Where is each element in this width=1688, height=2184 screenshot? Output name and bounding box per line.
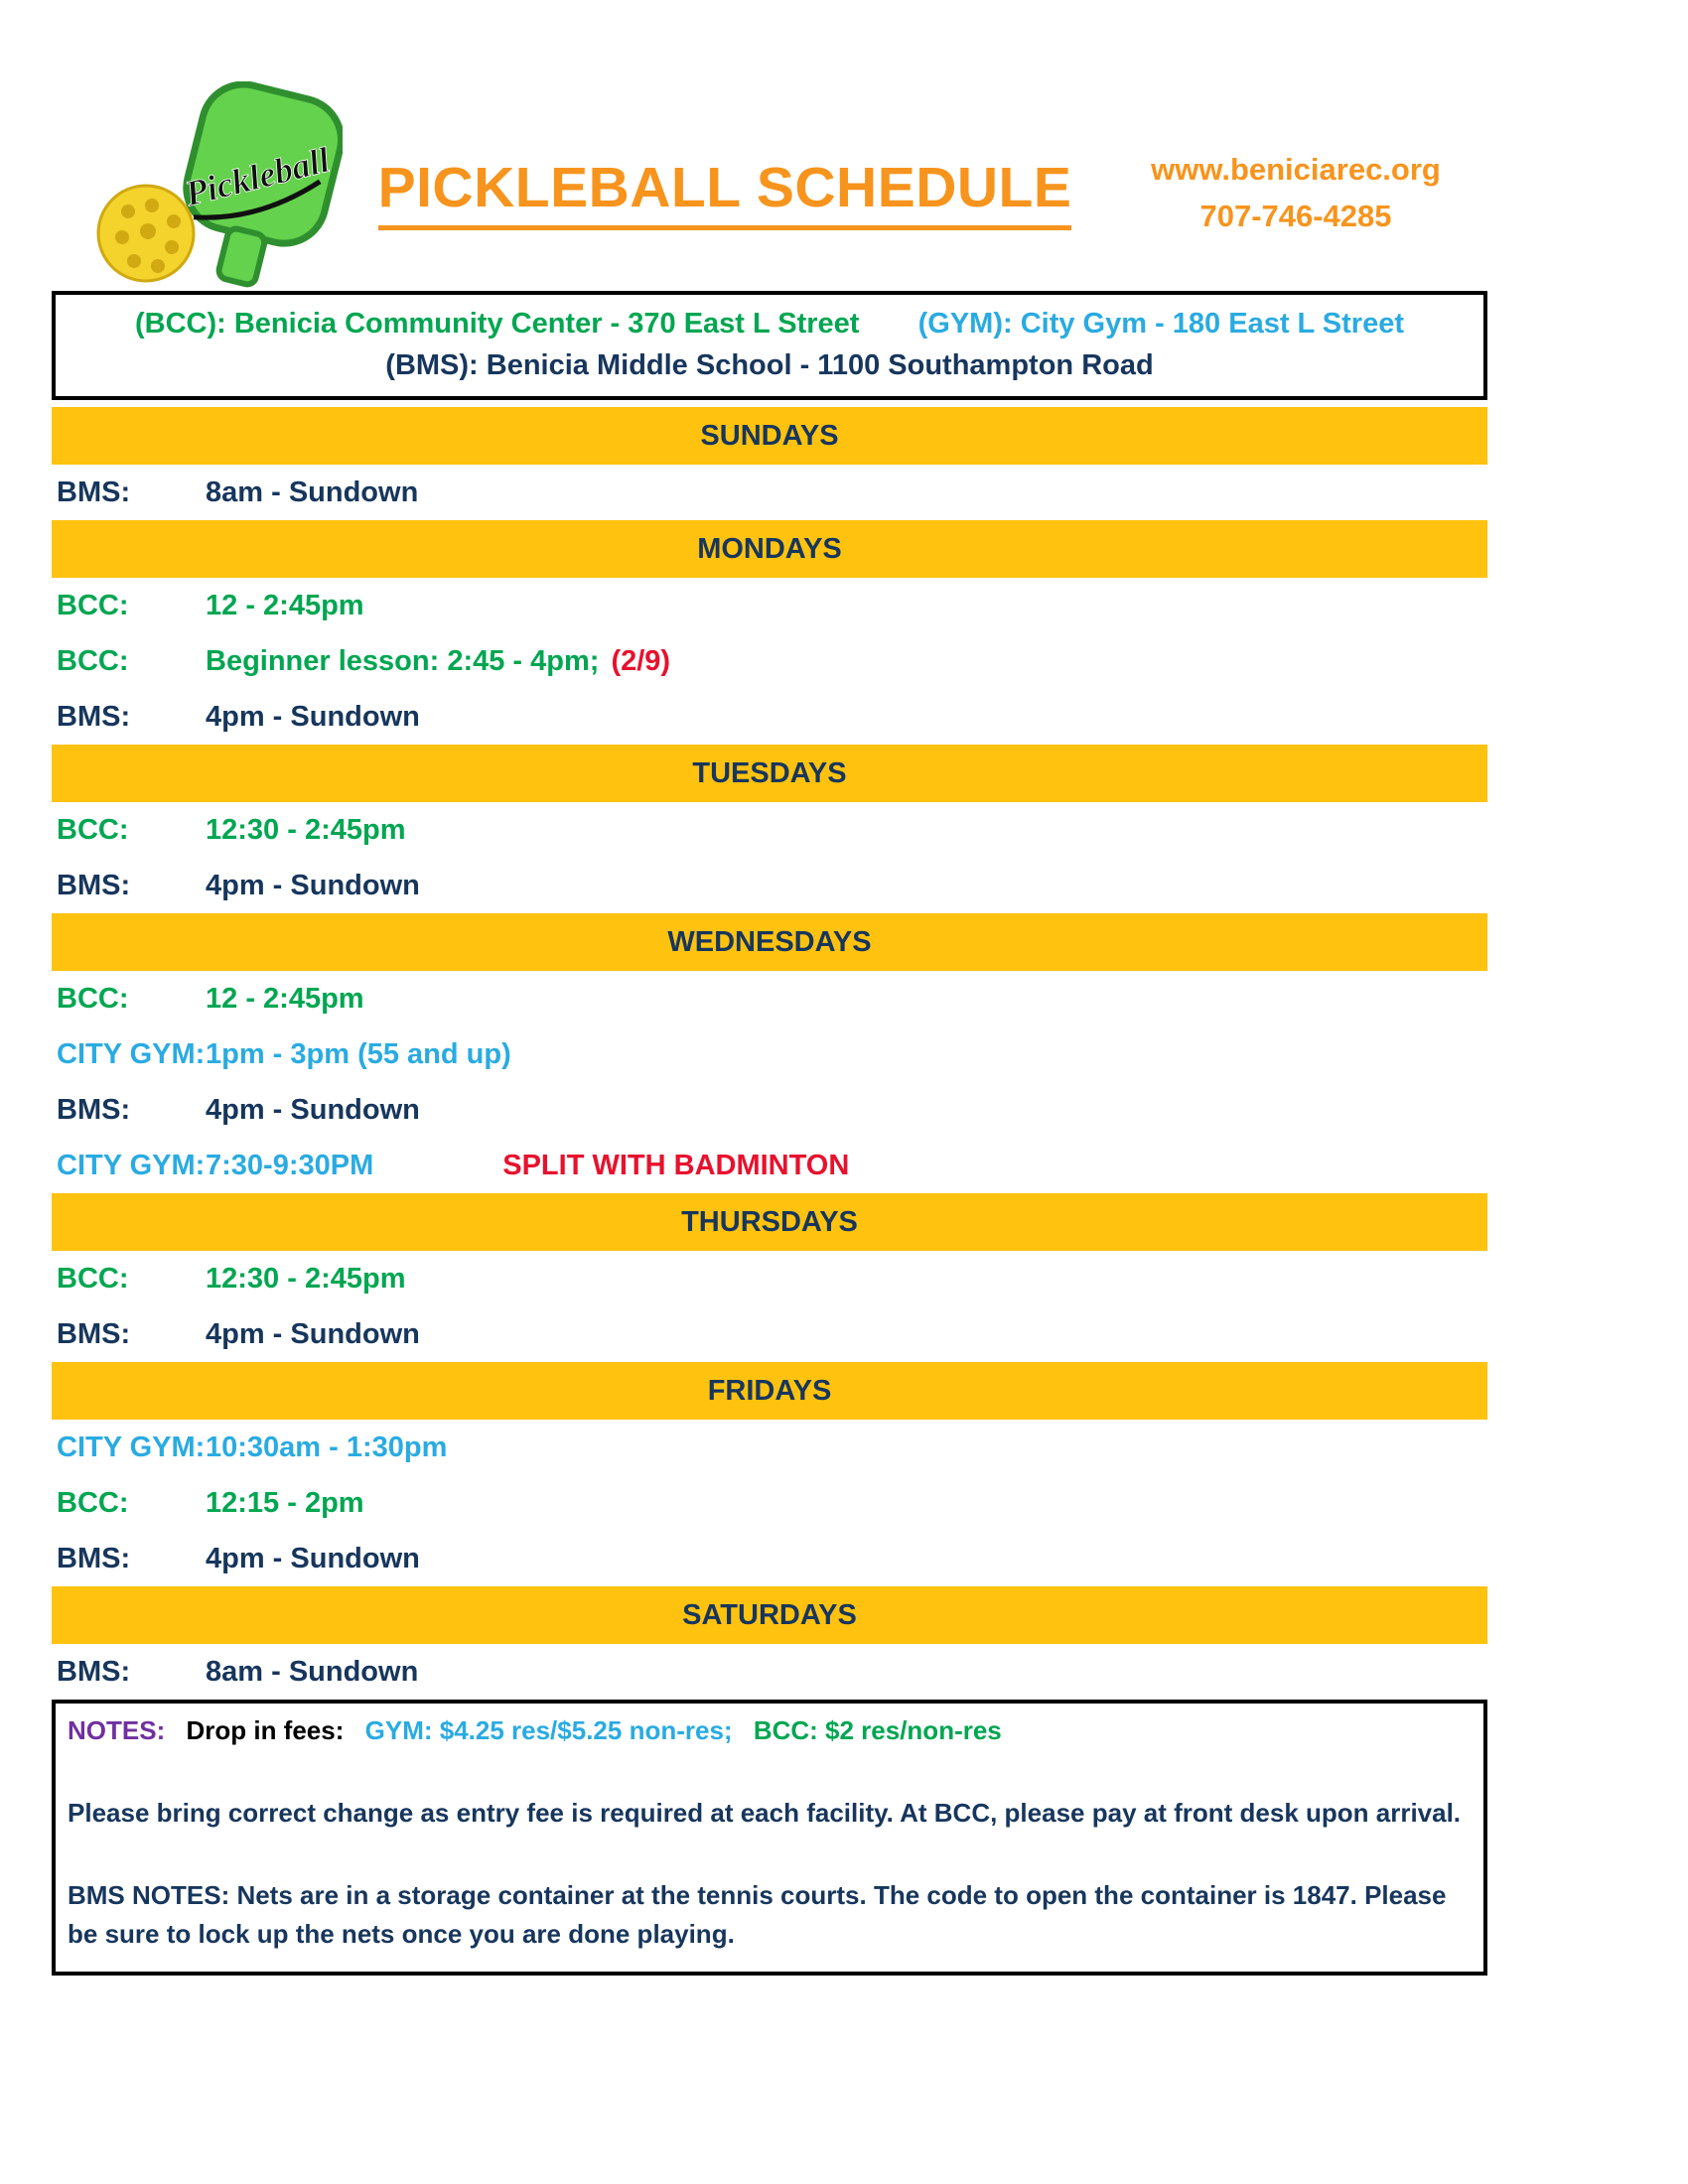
- schedule-entry: [52, 858, 1487, 913]
- legend-bcc: (BCC): Benicia Community Center - 370 East L Street: [135, 308, 860, 340]
- entry-time: 12 - 2:45pm: [206, 982, 364, 1015]
- entry-time: 4pm - Sundown: [206, 869, 420, 901]
- day-banner-wednesdays: [52, 913, 1487, 971]
- entry-location: BMS:: [57, 869, 131, 901]
- schedule-entry: [52, 1420, 1487, 1475]
- entry-location: BMS:: [57, 1317, 131, 1350]
- entry-time: 7:30-9:30PM: [206, 1149, 374, 1181]
- day-label: SATURDAYS: [682, 1598, 857, 1631]
- entry-location: BCC:: [57, 644, 129, 677]
- day-label: THURSDAYS: [681, 1205, 858, 1238]
- page-title: PICKLEBALL SCHEDULE: [378, 155, 1072, 230]
- day-label: FRIDAYS: [707, 1374, 832, 1407]
- entry-note: (2/9): [611, 644, 671, 677]
- day-label: TUESDAYS: [692, 756, 847, 789]
- phone-text: 707-746-4285: [1199, 198, 1392, 233]
- logo-word: Pickleball: [181, 139, 334, 214]
- schedule-entry: [52, 971, 1487, 1026]
- day-banner-saturdays: [52, 1586, 1487, 1644]
- website-text: www.beniciarec.org: [1151, 152, 1441, 187]
- entry-location: BCC:: [57, 1486, 129, 1519]
- entry-location: BMS:: [57, 1655, 131, 1688]
- day-banner-mondays: [52, 520, 1487, 578]
- entry-note: SPLIT WITH BADMINTON: [502, 1149, 850, 1181]
- entry-location: CITY GYM:: [57, 1431, 206, 1463]
- bcc-fee: BCC: $2 res/non-res: [753, 1715, 1002, 1746]
- schedule-entry: [52, 689, 1487, 745]
- day-banner-thursdays: [52, 1193, 1487, 1251]
- entry-time: 4pm - Sundown: [206, 1542, 420, 1574]
- day-banner-fridays: [52, 1362, 1487, 1420]
- entry-time: 12:30 - 2:45pm: [206, 813, 406, 846]
- fees-line: [68, 1711, 1472, 1750]
- schedule-entry: [52, 1138, 1487, 1193]
- header: [0, 0, 1688, 291]
- schedule-entry: [52, 1531, 1487, 1586]
- schedule-entry: [52, 1475, 1487, 1531]
- entry-time: 12:30 - 2:45pm: [206, 1262, 406, 1295]
- entry-time: 4pm - Sundown: [206, 700, 420, 733]
- notes-label: NOTES:: [68, 1715, 166, 1746]
- entry-location: CITY GYM:: [57, 1037, 206, 1070]
- day-label: WEDNESDAYS: [667, 925, 872, 958]
- schedule-entry: [52, 1644, 1487, 1700]
- legend-line-1: [56, 303, 1483, 344]
- schedule-entry: [52, 1082, 1487, 1138]
- schedule-entry: [52, 578, 1487, 633]
- schedule-entry: [52, 1251, 1487, 1306]
- day-banner-sundays: [52, 407, 1487, 465]
- notes-line-3: BMS NOTES: Nets are in a storage container at the tennis courts. The code to open the container is 1847. Please be sure to lock up the nets once you are done playing.: [68, 1880, 1447, 1950]
- day-label: SUNDAYS: [700, 419, 839, 452]
- gym-fee: GYM: $4.25 res/$5.25 non-res;: [364, 1715, 733, 1746]
- notes-box: [52, 1700, 1487, 1976]
- entry-time: 1pm - 3pm (55 and up): [206, 1037, 511, 1070]
- notes-line-2: Please bring correct change as entry fee is required at each facility. At BCC, please pay at front desk upon arrival.: [68, 1798, 1462, 1829]
- day-label: MONDAYS: [697, 532, 842, 565]
- entry-location: BCC:: [57, 1262, 129, 1295]
- entry-location: BCC:: [57, 982, 129, 1015]
- entry-time: 10:30am - 1:30pm: [206, 1431, 448, 1463]
- entry-time: Beginner lesson: 2:45 - 4pm;: [206, 644, 600, 677]
- legend-bms: (BMS): Benicia Middle School - 1100 Southampton Road: [385, 349, 1154, 382]
- entry-time: 4pm - Sundown: [206, 1093, 420, 1126]
- entry-time: 8am - Sundown: [206, 476, 419, 508]
- legend-gym: (GYM): City Gym - 180 East L Street: [917, 308, 1404, 340]
- fees-intro: Drop in fees:: [186, 1715, 345, 1746]
- pickleball-logo-icon: [94, 81, 343, 292]
- entry-time: 12 - 2:45pm: [206, 589, 364, 621]
- entry-location: BCC:: [57, 813, 129, 846]
- entry-time: 4pm - Sundown: [206, 1317, 420, 1350]
- day-banner-tuesdays: [52, 745, 1487, 802]
- schedule-entry: [52, 802, 1487, 858]
- entry-location: BMS:: [57, 1542, 131, 1574]
- entry-location: BCC:: [57, 589, 129, 621]
- contact-block: [1112, 147, 1479, 239]
- schedule-entry: [52, 1306, 1487, 1362]
- content: [52, 291, 1487, 1976]
- entry-time: 8am - Sundown: [206, 1655, 419, 1688]
- legend-box: [52, 291, 1487, 400]
- schedule-entry: [52, 465, 1487, 520]
- entry-time: 12:15 - 2pm: [206, 1486, 364, 1519]
- schedule-entry: [52, 633, 1487, 689]
- entry-location: BMS:: [57, 476, 131, 508]
- entry-location: BMS:: [57, 700, 131, 733]
- entry-location: CITY GYM:: [57, 1149, 206, 1181]
- schedule-entry: [52, 1026, 1487, 1082]
- entry-location: BMS:: [57, 1093, 131, 1126]
